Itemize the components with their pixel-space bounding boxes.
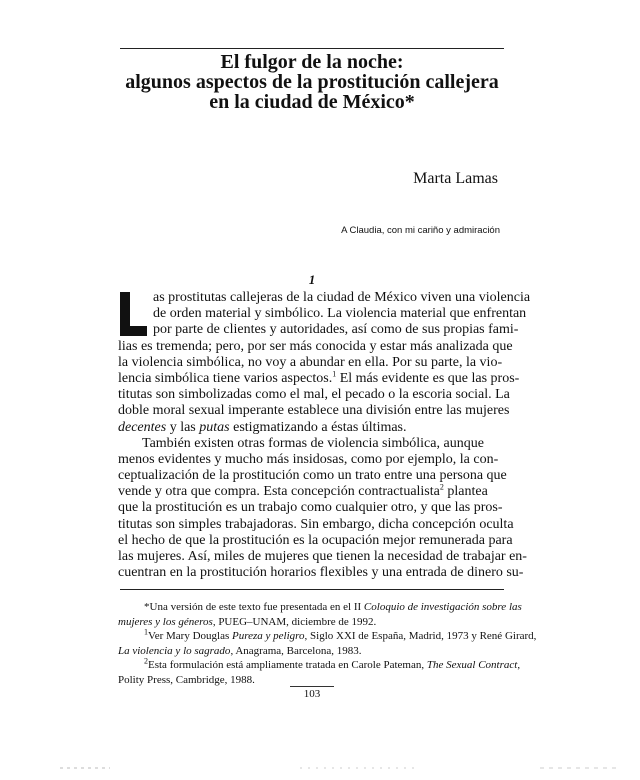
paragraph-2-line: vende y otra que compra. Esta concepción contractualista$^2$ plantea xyxy=(118,482,488,500)
paragraph-2-line: menos evidentes y mucho más insidosas, como por ejemplo, la con- xyxy=(118,451,499,467)
footnote-rule xyxy=(120,589,504,590)
footnote-ref-1: 1 xyxy=(332,369,337,379)
title-line-2: algunos aspectos de la prostitución callejera xyxy=(125,71,499,93)
footnote-2-line: Polity Press, Cambridge, 1988. xyxy=(118,673,255,686)
footnote-2-line: $^2$Esta formulación está ampliamente tratada en Carole Pateman, The Sexual Contract, xyxy=(144,656,521,672)
footnote-ref-2: 2 xyxy=(439,482,444,492)
author-name: Marta Lamas xyxy=(413,170,498,187)
footnotes xyxy=(118,600,537,688)
article-title xyxy=(110,52,514,112)
paragraph-1-line: doble moral sexual imperante establece una división entre las mujeres xyxy=(118,403,510,419)
title-line-1: El fulgor de la noche: xyxy=(220,51,404,73)
scan-edge-artifact xyxy=(0,766,640,770)
paragraph-2-line: titutas son simples trabajadoras. Sin embargo, dicha concepción oculta xyxy=(118,516,514,532)
footnote-star-line: mujeres y los géneros, PUEG–UNAM, diciembre de 1992. xyxy=(118,615,377,628)
paragraph-2-line: que la prostitución es un trabajo como cualquier otro, y que las pros- xyxy=(118,500,503,516)
footnote-1-line: $^1$Ver Mary Douglas Pureza y peligro, Siglo XXI de España, Madrid, 1973 y René Girard, xyxy=(144,627,537,643)
header-rule xyxy=(120,48,504,49)
paragraph-1-line: decentes y las putas estigmatizando a éstas últimas. xyxy=(118,419,407,435)
paragraph-2-line: las mujeres. Así, miles de mujeres que tienen la necesidad de trabajar en- xyxy=(118,549,527,564)
body-text xyxy=(118,290,531,581)
paragraph-1-line: lencia simbólica tiene varios aspectos.$^1$ El más evidente es que las pros- xyxy=(118,369,520,386)
paragraph-1-line: de orden material y simbólico. La violencia material que enfrentan xyxy=(153,306,527,322)
paragraph-2-line: cuentran en la prostitución horarios flexibles y una entrada de dinero su- xyxy=(118,565,524,581)
dedication: A Claudia, con mi cariño y admiración xyxy=(341,225,500,236)
paragraph-1-line: por parte de clientes y autoridades, así como de sus propias fami- xyxy=(153,322,519,338)
footnote-star-line: *Una versión de este texto fue presentada en el II Coloquio de investigación sobre las xyxy=(144,601,522,613)
paragraph-1-line: la violencia simbólica, no voy a abundar en ella. Por su parte, la vio- xyxy=(118,354,503,370)
footnote-1-line: La violencia y lo sagrado, Anagrama, Barcelona, 1983. xyxy=(118,644,362,657)
title-line-3: en la ciudad de México* xyxy=(209,91,415,113)
paragraph-1-line: lias es tremenda; pero, por ser más conocida y estar más analizada que xyxy=(118,338,513,354)
paragraph-2-line: el hecho de que la prostitución es la ocupación mejor remunerada para xyxy=(118,532,513,548)
paragraph-1-line: titutas son simbolizadas como el mal, el pecado o la escoria social. La xyxy=(118,387,510,403)
paragraph-2-line: También existen otras formas de violencia simbólica, aunque xyxy=(142,435,484,451)
page-number: 103 xyxy=(290,686,334,700)
paragraph-2-line: ceptualización de la prostitución como un trato entre una persona que xyxy=(118,468,507,484)
paragraph-1-line: as prostitutas callejeras de la ciudad de México viven una violencia xyxy=(153,290,531,305)
section-number: 1 xyxy=(308,272,316,287)
